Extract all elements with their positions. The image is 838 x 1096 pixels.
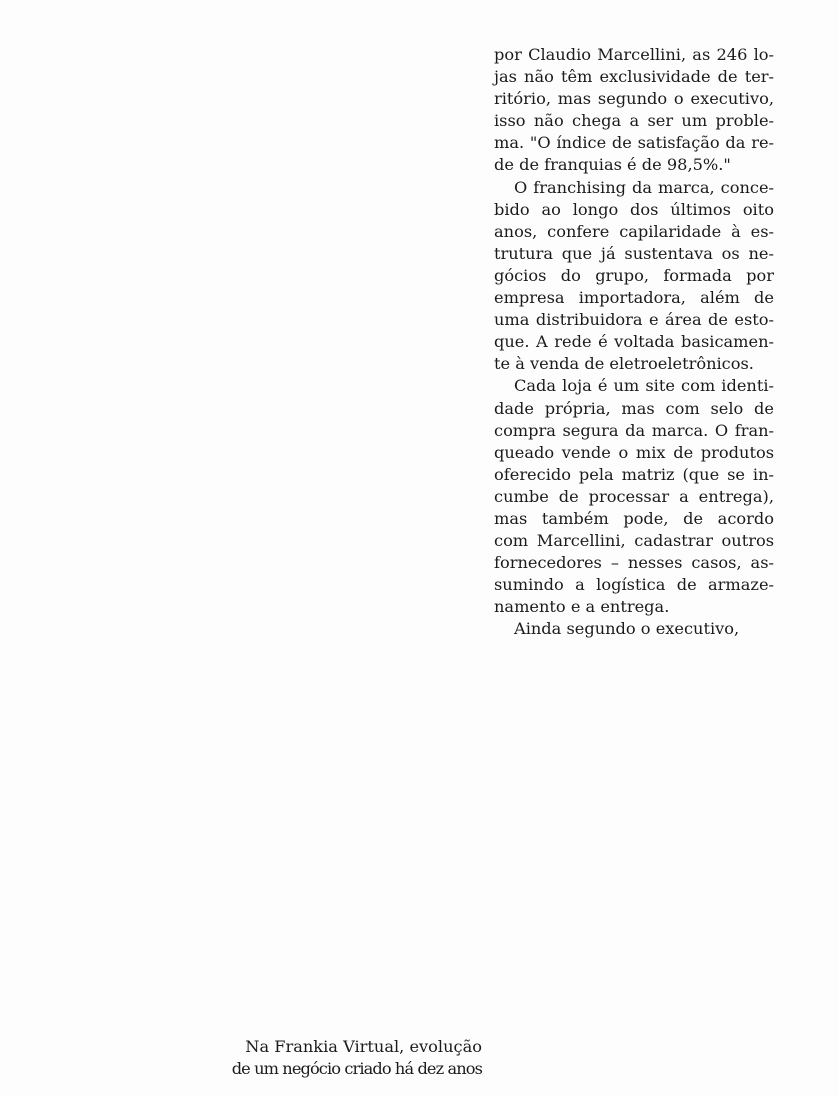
text-line: anos, confere capilaridade à es- [494, 221, 774, 241]
text-line: sumindo a logística de armaze- [494, 575, 774, 595]
text-line: uma distribuidora e área de esto- [494, 310, 774, 330]
text-line: com Marcellini, cadastrar outros [494, 531, 774, 551]
text-line: Cada loja é um site com identi- [514, 376, 774, 396]
text-line: te à venda de eletroeletrônicos. [494, 354, 754, 374]
text-line: bido ao longo dos últimos oito [494, 199, 774, 219]
text-line: por Claudio Marcellini, as 246 lo- [494, 45, 774, 64]
text-line: namento e a entrega. [494, 597, 670, 617]
text-line: mas também pode, de acordo [494, 508, 774, 528]
text-line: isso não chega a ser um proble- [494, 111, 774, 131]
article-column [494, 44, 774, 641]
text-line: dade própria, mas com selo de [494, 398, 774, 418]
paragraph-2 [494, 177, 774, 376]
text-line: ma. "O índice de satisfação da re- [494, 133, 774, 153]
paragraph-1 [494, 44, 774, 177]
paragraph-3 [494, 375, 774, 618]
text-line: que. A rede é voltada basicamen- [494, 332, 774, 352]
text-line: Ainda segundo o executivo, [514, 619, 740, 639]
text-line: ritório, mas segundo o executivo, [494, 89, 774, 109]
text-line: jas não têm exclusividade de ter- [494, 67, 774, 87]
caption-line: de um negócio criado há dez anos [231, 1059, 482, 1078]
text-line: trutura que já sustentava os ne- [494, 243, 774, 263]
text-line: empresa importadora, além de [494, 288, 774, 308]
text-line: gócios do grupo, formada por [494, 265, 774, 285]
text-line: cumbe de processar a entrega), [494, 486, 774, 506]
text-line: queado vende o mix de produtos [494, 442, 774, 462]
paragraph-4 [494, 618, 774, 640]
text-line: fornecedores – nesses casos, as- [494, 553, 774, 573]
text-line: compra segura da marca. O fran- [494, 420, 774, 440]
caption-line: Na Frankia Virtual, evolução [245, 1037, 482, 1056]
text-line: O franchising da marca, conce- [514, 177, 774, 197]
photo-caption [196, 1036, 482, 1080]
text-line: de de franquias é de 98,5%." [494, 155, 731, 175]
text-line: oferecido pela matriz (que se in- [494, 464, 774, 484]
